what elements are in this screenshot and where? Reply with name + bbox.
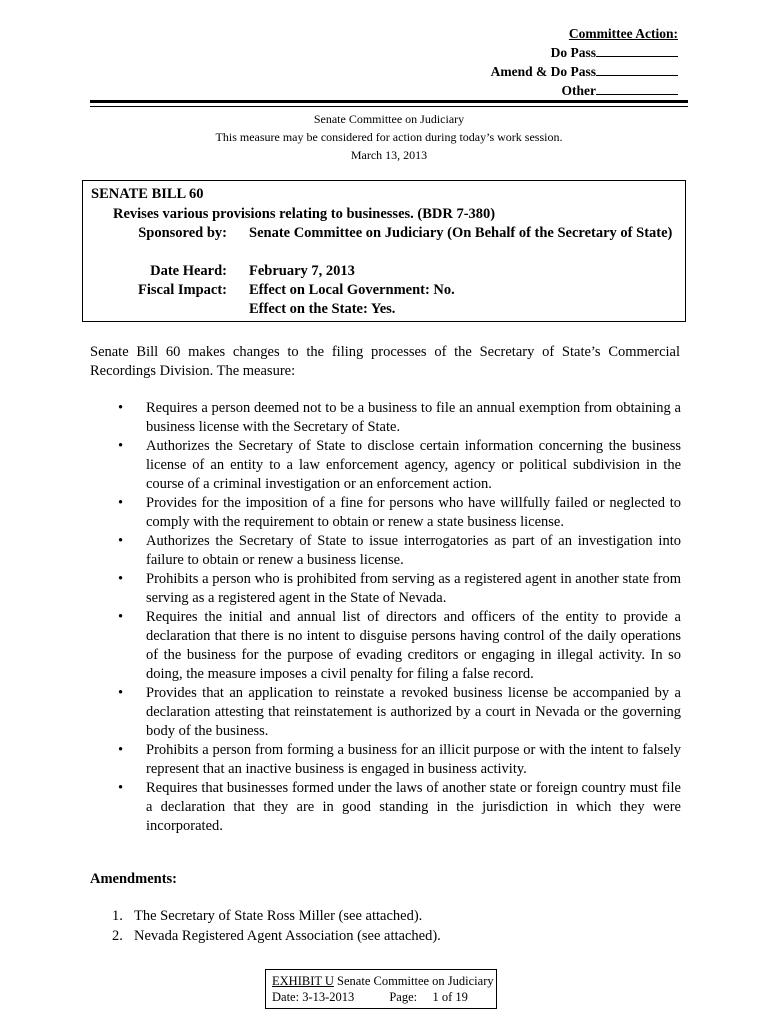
session-notice: This measure may be considered for action during today’s work session. bbox=[215, 130, 563, 144]
action-option-other: Other bbox=[491, 81, 678, 100]
exhibit-date-value: 3-13-2013 bbox=[302, 990, 355, 1004]
bullet-icon: • bbox=[118, 533, 124, 549]
bill-description: Revises various provisions relating to businesses. (BDR 7-380) bbox=[113, 206, 496, 222]
bullet-icon: • bbox=[118, 780, 124, 796]
action-option-do-pass: Do Pass bbox=[491, 43, 678, 62]
action-blank-line bbox=[596, 82, 678, 95]
list-item: • Provides for the imposition of a fine for persons who have willfully failed or neglected to comply with the requirement to obtain or renew a state business license. bbox=[118, 495, 681, 530]
bullet-icon: • bbox=[118, 438, 124, 454]
bullet-icon: • bbox=[118, 609, 124, 625]
date-heard-label: Date Heard: bbox=[150, 263, 227, 279]
list-item: • Prohibits a person who is prohibited from serving as a registered agent in another state from serving as a registered agent in the State of Nevada. bbox=[118, 571, 681, 606]
list-item: • Requires a person deemed not to be a business to file an annual exemption from obtaining a business license with the Secretary of State. bbox=[118, 400, 681, 435]
sponsored-value: Senate Committee on Judiciary (On Behalf of the Secretary of State) bbox=[249, 225, 673, 241]
bullet-icon: • bbox=[118, 495, 124, 511]
amendments-heading: Amendments: bbox=[90, 871, 177, 887]
list-item: • Authorizes the Secretary of State to disclose certain information concerning the business license of an entity to a law enforcement agency, agency or political subdivision in the course of a criminal investigation or an enforcement action. bbox=[118, 438, 681, 492]
action-blank-line bbox=[596, 63, 678, 76]
exhibit-page-label: Page: bbox=[389, 990, 418, 1004]
bill-summary-paragraph: Senate Bill 60 makes changes to the filing processes of the Secretary of State’s Commercial Recordings Division. The measure: bbox=[90, 344, 680, 379]
fiscal-local-value: Effect on Local Government: No. bbox=[249, 282, 455, 298]
date-heard-value: February 7, 2013 bbox=[249, 263, 355, 279]
list-item: • Requires the initial and annual list of directors and officers of the entity to provide a declaration that there is no intent to disguise persons having control of the daily operations of the business for the purpose of evading creditors or engaging in illegal activity. In so doing, the measure imposes a civil penalty for filing a false record. bbox=[118, 609, 681, 682]
committee-action-block bbox=[491, 24, 678, 100]
session-date: March 13, 2013 bbox=[350, 148, 428, 162]
list-item: • Provides that an application to reinstate a revoked business license be accompanied by a declaration attesting that reinstatement is authorized by a court in Nevada or the governing body of the business. bbox=[118, 685, 681, 739]
list-item: 1. The Secretary of State Ross Miller (see attached). bbox=[112, 908, 423, 924]
list-item: • Prohibits a person from forming a business for an illicit purpose or with the intent to falsely represent that an inactive business is engaged in business activity. bbox=[118, 742, 681, 777]
fiscal-impact-label: Fiscal Impact: bbox=[138, 282, 227, 298]
list-item: • Requires that businesses formed under the laws of another state or foreign country must file a declaration that they are in good standing in the jurisdiction in which they were incorporated. bbox=[118, 780, 681, 834]
bullet-icon: • bbox=[118, 571, 124, 587]
exhibit-page-total: 19 bbox=[455, 990, 468, 1004]
action-blank-line bbox=[596, 44, 678, 57]
list-number: 2. bbox=[112, 928, 123, 944]
committee-action-heading: Committee Action: bbox=[568, 26, 678, 41]
amendments-list bbox=[112, 906, 441, 946]
session-info bbox=[90, 110, 688, 164]
bill-summary-box bbox=[82, 180, 686, 322]
fiscal-state-value: Effect on the State: Yes. bbox=[249, 301, 396, 317]
bullet-icon: • bbox=[118, 742, 124, 758]
exhibit-page-number: 1 bbox=[432, 990, 439, 1004]
bill-title: SENATE BILL 60 bbox=[91, 186, 204, 202]
bullet-icon: • bbox=[118, 685, 124, 701]
list-item: • Authorizes the Secretary of State to issue interrogatories as part of an investigation into failure to obtain or renew a business license. bbox=[118, 533, 681, 568]
exhibit-committee: Senate Committee on Judiciary bbox=[337, 974, 494, 988]
list-item: 2. Nevada Registered Agent Association (see attached). bbox=[112, 928, 441, 944]
action-option-amend-do-pass: Amend & Do Pass bbox=[491, 62, 678, 81]
header-rule-thin bbox=[90, 106, 688, 107]
session-committee: Senate Committee on Judiciary bbox=[313, 112, 465, 126]
exhibit-stamp bbox=[265, 969, 497, 1009]
provisions-list bbox=[118, 399, 681, 836]
sponsored-label: Sponsored by: bbox=[138, 225, 227, 241]
exhibit-date-label: Date: bbox=[272, 990, 300, 1004]
bullet-icon: • bbox=[118, 400, 124, 416]
list-number: 1. bbox=[112, 908, 123, 924]
exhibit-label: EXHIBIT U bbox=[272, 974, 334, 988]
header-rule-thick bbox=[90, 100, 688, 103]
exhibit-page-of: of bbox=[441, 990, 453, 1004]
